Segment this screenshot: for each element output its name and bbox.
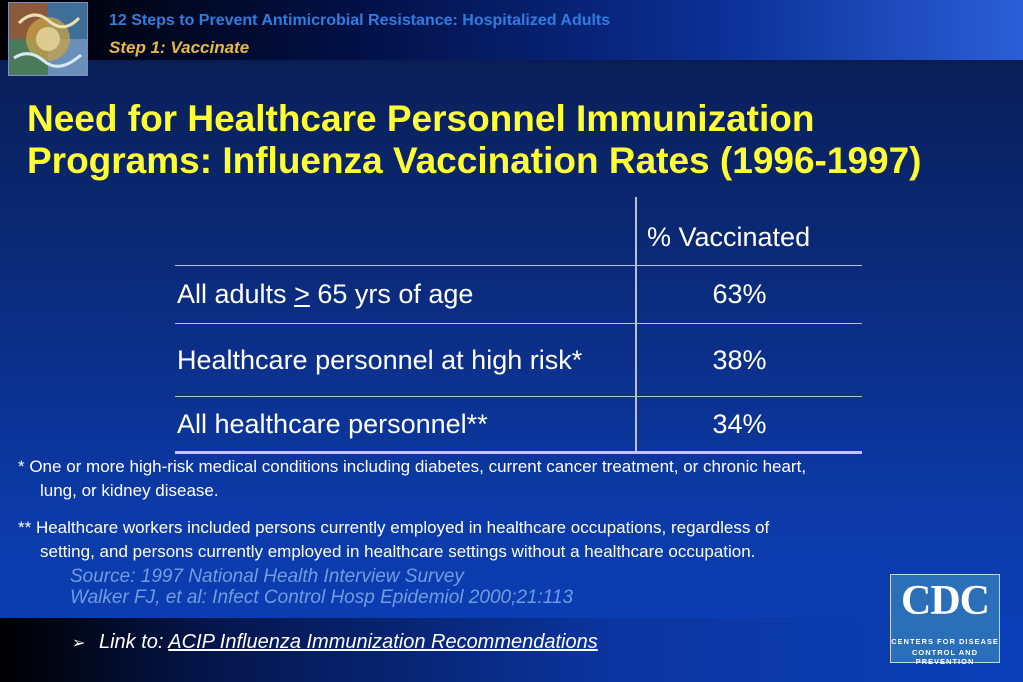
link-prefix: Link to:: [98, 631, 164, 653]
table-header-row: [175, 197, 862, 266]
slide-title-line1: Need for Healthcare Personnel Immunization: [27, 98, 815, 139]
arrow-bullet-icon: ➢: [72, 635, 86, 652]
slide-title-line2: Programs: Influenza Vaccination Rates (1996-1997): [27, 140, 922, 181]
footnote-line: lung, or kidney disease.: [40, 481, 219, 500]
row-value-high-risk-personnel: 38%: [636, 324, 862, 397]
header-divider: [0, 60, 1023, 62]
cdc-logo-mark: CDC: [901, 578, 989, 624]
source-line: Source: 1997 National Health Interview Survey: [70, 566, 464, 587]
series-title: 12 Steps to Prevent Antimicrobial Resistance: Hospitalized Adults: [109, 12, 611, 29]
step-title: Step 1: Vaccinate: [109, 38, 250, 57]
vaccination-rates-table: [175, 197, 862, 454]
row-label-all-personnel: All healthcare personnel**: [175, 397, 636, 453]
slide-title: [27, 98, 1017, 182]
acip-recommendations-link[interactable]: ACIP Influenza Immunization Recommendations: [168, 631, 598, 653]
row-label-text: All adults: [177, 279, 295, 309]
row-label-all-adults: [175, 266, 636, 324]
row-label-text: 65 yrs of age: [309, 279, 474, 309]
campaign-logo: [8, 2, 88, 76]
greater-equal-symbol: >: [294, 279, 310, 309]
row-value-all-adults: 63%: [636, 266, 862, 324]
table-header-empty-cell: [175, 197, 636, 266]
campaign-logo-icon: [9, 3, 87, 75]
cdc-logo: [890, 574, 1000, 666]
footnote-single-asterisk: [18, 455, 1008, 503]
source-citation: [70, 566, 573, 608]
footnote-line: * One or more high-risk medical conditions including diabetes, current cancer treatment, or chronic heart,: [18, 457, 807, 476]
row-label-high-risk-personnel: Healthcare personnel at high risk*: [175, 324, 636, 397]
cdc-logo-line1: CENTERS FOR DISEASE: [891, 637, 999, 646]
cdc-logo-line2: CONTROL AND PREVENTION: [912, 648, 978, 666]
footnote-line: ** Healthcare workers included persons currently employed in healthcare occupations, regardless of: [18, 518, 770, 537]
link-row: [72, 631, 598, 654]
source-line: Walker FJ, et al: Infect Control Hosp Epidemiol 2000;21:113: [70, 587, 574, 608]
table-row: [175, 397, 862, 453]
footnote-double-asterisk: [18, 516, 1008, 564]
table-row: [175, 324, 862, 397]
column-header-vaccinated: % Vaccinated: [636, 197, 862, 266]
row-value-all-personnel: 34%: [636, 397, 862, 453]
footnote-line: setting, and persons currently employed in healthcare settings without a healthcare occupation.: [40, 542, 756, 561]
table-row: [175, 266, 862, 324]
